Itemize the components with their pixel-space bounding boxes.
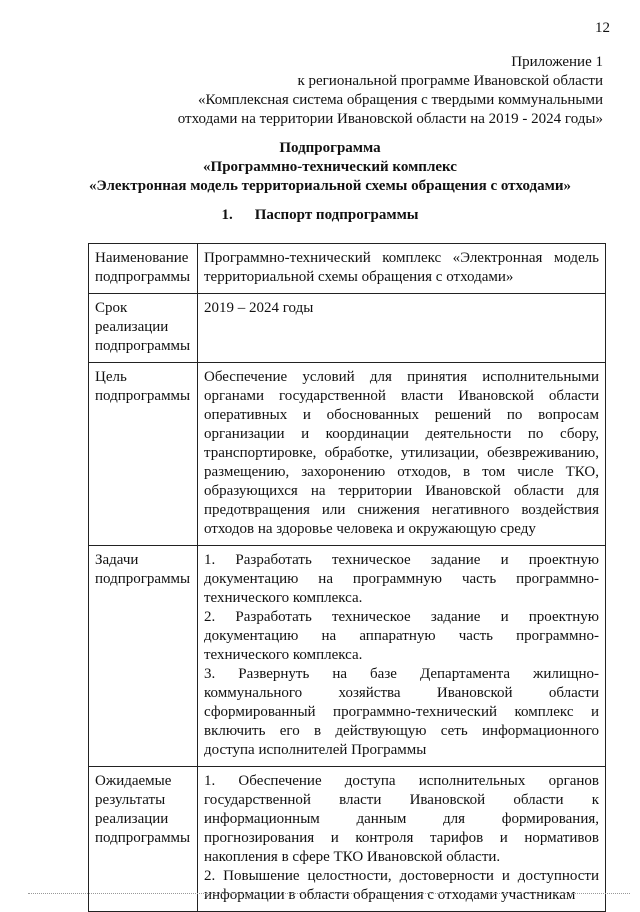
content-paragraph: 2019 – 2024 годы	[204, 300, 314, 316]
section-title-text: Паспорт подпрограммы	[254, 207, 419, 223]
heading-line: «Электронная модель территориальной схемы обращения с отходами»	[89, 178, 571, 194]
heading-line: «Программно-технический комплекс	[203, 159, 457, 175]
table-row	[89, 244, 606, 294]
row-label	[89, 767, 198, 912]
content-paragraph: Программно-технический комплекс «Электронная модель территориальной схемы обращения с отходами»	[204, 250, 599, 285]
scan-bottom-edge	[28, 893, 630, 894]
row-content	[198, 294, 606, 363]
table-row	[89, 294, 606, 363]
label-line: реализации	[95, 811, 169, 827]
label-line: подпрограммы	[95, 830, 191, 846]
appendix-line: к региональной программе Ивановской области	[297, 73, 603, 89]
content-paragraph: 1. Разработать техническое задание и проектную документацию на программную часть программно-технического комплекса.	[204, 552, 599, 606]
content-paragraph: 2. Повышение целостности, достоверности и доступности информации в области обращения с отходами участникам	[204, 868, 599, 903]
section-number: 1.	[221, 207, 233, 223]
label-line: Срок	[95, 300, 128, 316]
row-label	[89, 244, 198, 294]
content-paragraph: 2. Разработать техническое задание и проектную документацию на аппаратную часть программно-технического комплекса.	[204, 609, 599, 663]
table-row	[89, 767, 606, 912]
heading-line: Подпрограмма	[279, 140, 381, 156]
table-row	[89, 546, 606, 767]
passport-table	[88, 243, 606, 912]
row-content	[198, 363, 606, 546]
label-line: подпрограммы	[95, 388, 191, 404]
content-paragraph: 1. Обеспечение доступа исполнительных органов государственной власти Ивановской области к информационным данным для формирования, прогнозирования и контроля тарифов и нормативов накопления в сфере ТКО Ивановской области.	[204, 773, 599, 865]
appendix-reference	[43, 53, 603, 129]
label-line: Цель	[95, 369, 127, 385]
row-content	[198, 244, 606, 294]
table-row	[89, 363, 606, 546]
appendix-line: отходами на территории Ивановской области на 2019 - 2024 годы»	[177, 111, 603, 127]
appendix-line: Приложение 1	[511, 54, 603, 70]
label-line: реализации	[95, 319, 169, 335]
label-line: Наименование	[95, 250, 189, 266]
label-line: подпрограммы	[95, 571, 191, 587]
row-label	[89, 294, 198, 363]
appendix-line: «Комплексная система обращения с твердыми коммунальными	[198, 92, 603, 108]
row-label	[89, 546, 198, 767]
label-line: Задачи	[95, 552, 139, 568]
label-line: подпрограммы	[95, 338, 191, 354]
label-line: результаты	[95, 792, 166, 808]
content-paragraph: 3. Развернуть на базе Департамента жилищно-коммунального хозяйства Ивановской области сформированный программно-технический комплекс и включить его в действующую сеть информационного доступа исполнителей Программы	[204, 666, 599, 758]
section-title	[0, 207, 640, 224]
label-line: Ожидаемые	[95, 773, 172, 789]
page-number: 12	[595, 20, 610, 36]
row-content	[198, 767, 606, 912]
row-content	[198, 546, 606, 767]
label-line: подпрограммы	[95, 269, 191, 285]
row-label	[89, 363, 198, 546]
subprogram-heading	[40, 139, 620, 196]
content-paragraph: Обеспечение условий для принятия исполнительными органами государственной власти Ивановской области оперативных и обоснованных решений по вопросам организации и координации деятельности по сбору, транспортировке, обработке, утилизации, обезвреживанию, размещению, захоронению отходов, в том числе ТКО, образующихся на территории Ивановской области для предотвращения или снижения негативного воздействия отходов на здоровье человека и окружающую среду	[204, 369, 599, 537]
